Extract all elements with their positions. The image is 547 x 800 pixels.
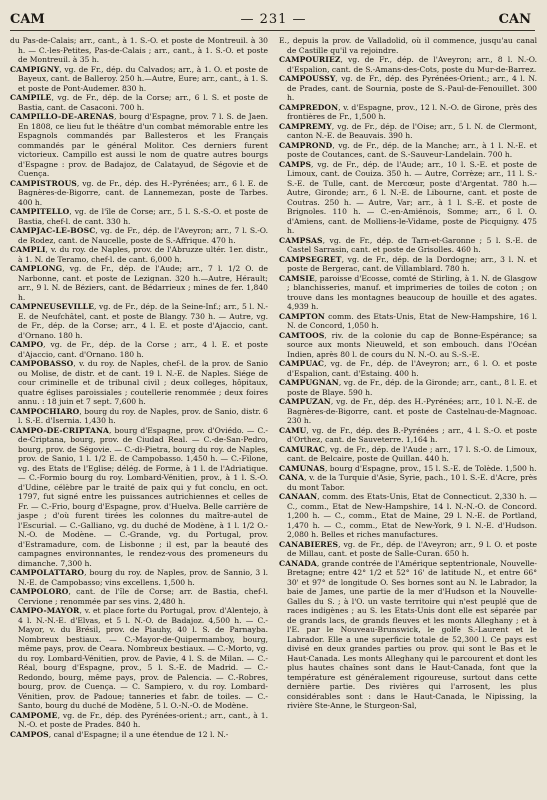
- entry-text: , vg. de Fr., dép. des H.-Pyrénées; arr., 6 l. E. de Bagnères-de-Bigorre, cant. de Lannemezan, poste de Tarbes. 400 h.: [18, 178, 268, 207]
- entry-headword: CAMPUZAN: [279, 397, 331, 406]
- dictionary-entry: [10, 36, 268, 65]
- entry-headword: CAMPOURIEZ: [279, 55, 341, 64]
- entry-headword: CAMPISTROUS: [10, 178, 77, 188]
- entry-text: , cant. de l'île de Corse; arr. de Bastia, chef-l. Cervione ; renommée par ses vins. 2,480 h.: [18, 587, 268, 606]
- entry-text: , vg. de Fr., dép. de l'Aveyron; arr., 9 l. O. et poste de Millau, cant. et poste de Salle-Curan. 650 h.: [287, 539, 537, 558]
- entry-text: , paroisse d'Ecosse, comté de Stirling, à 1. N. de Glasgow ; blanchisseries, manuf. et imprimeries de toiles de coton ; on trouve dans les montagnes beaucoup de houille et des agates. 4,939 h.: [287, 273, 537, 311]
- entry-text: , v. et place forte du Portugal, prov. d'Alentejo, à 4 l. N.-N.-E. d'Elvas, et 5 l. N.-O. de Badajoz. 4,500 h. — C.-Mayor, v. du Brésil, prov. de Piauhy, 40 l. S. de Parnayba. Nombreux bestiaux. — C.-Mayor-de-Quipermamboy, bourg, même pays, prov. de Ceara. Nombreux bestiaux. — C.-Morto, vg. du roy. Lombard-Vénitien, prov. de Pavie, 4 l. S. de Milan. — C.-Réal, bourg d'Espagne, prov., 5 l. S.-E. de Madrid. — C.-Redondo, bourg, même pays, prov. de Palencia. — C.-Robres, bourg, prov. de Cuença. — C. Sampiero, v. du roy. Lombard-Vénitien, prov. de Padoue; tanneries et fabr. de toiles. — C.-Santo, bourg du duché de Modène, 5 l. O.-N.-O. de Modène.: [18, 606, 268, 710]
- dictionary-entry: [10, 587, 268, 606]
- entry-text: , v. d'Espagne, prov., 12 l. N.-O. de Girone, près des frontières de Fr., 1,500 h.: [287, 102, 537, 121]
- entry-headword: CAMPSEGRET: [279, 254, 342, 264]
- entry-headword: CAMPJAC-LE-BOSC: [10, 226, 96, 235]
- dictionary-entry: [10, 302, 268, 340]
- dictionary-entry: [10, 407, 268, 426]
- entry-headword: CANABIERES: [279, 539, 339, 549]
- dictionary-entry: [279, 160, 537, 236]
- dictionary-entry: [10, 179, 268, 208]
- entry-text: , vg. de Fr., dép. de l'Oise; arr., 5 l. N. de Clermont, canton N.-E. de Beauvais. 390 h.: [287, 121, 537, 140]
- entry-headword: CAMTOOS: [279, 330, 325, 340]
- dictionary-entry: [279, 236, 537, 255]
- entry-headword: CAMPO: [10, 340, 44, 349]
- entry-text: , vg. de Fr., dép. des Pyrénées-Orient.; arr., 4 l. N. de Prades, cant. de Sournia, poste de S.-Paul-de-Fenouillet. 300 h.: [287, 74, 537, 102]
- dictionary-entry: [10, 568, 268, 587]
- dictionary-entry: [279, 445, 537, 464]
- entry-headword: CAMPROND: [279, 140, 333, 150]
- entry-headword: CAMPS: [279, 159, 312, 169]
- dictionary-entry: [279, 36, 537, 55]
- entry-headword: CAMU: [279, 425, 307, 435]
- dictionary-entry: [10, 340, 268, 359]
- dictionary-entry: [279, 274, 537, 312]
- dictionary-entry: [279, 426, 537, 445]
- entry-text: , vg. de Fr., dép. de la Gironde; arr., cant., 8 l. E. et poste de Blaye. 590 h.: [287, 378, 537, 397]
- entry-headword: CAMPREMY: [279, 121, 332, 131]
- entry-text: , vg. de Fr., dép. des H.-Pyrénées; arr., 10 l. N.-E. de Bagnères-de-Bigorre, cant. et poste de Castelnau-de-Magnoac. 230 h.: [287, 397, 537, 425]
- dictionary-entry: [279, 55, 537, 74]
- entry-headword: CAMPSAS: [279, 235, 323, 245]
- dictionary-entry: [279, 378, 537, 397]
- entry-text: , vg. de l'île de Corse; arr., 5 l. S.-S.-O. et poste de Bastia, chef-l. de cant. 330 h.: [18, 207, 268, 226]
- dictionary-entry: [10, 264, 268, 302]
- entry-text: , comm. des Etats-Unis, Etat de Connecticut. 2,330 h. — C., comm., Etat de New-Hampshire, 14 l. N.-N.-O. de Concord. 1,200 h. — C., comm., Etat de Maine, 29 l. N.-E. de Portland, 1,470 h. — C., comm., Etat de New-York, 9 l. N.-E. d'Hudson. 2,080 h. Belles et riches manufactures.: [287, 492, 537, 539]
- entry-text: , vg. de Fr., dép. de la Manche; arr., à 1 l. N.-E. et poste de Coutances, cant. de S.-Sauveur-Landelain. 700 h.: [287, 140, 537, 159]
- entry-headword: CANAAN: [279, 492, 318, 501]
- entry-headword: CAMPILE: [10, 93, 52, 102]
- dictionary-entry: [279, 559, 537, 711]
- entry-headword: CAMPOLATTARO: [10, 568, 85, 577]
- entry-headword: CAMPOUSSY: [279, 74, 336, 83]
- entry-text: , vg. de Fr., dép. de l'Aveyron; arr., 7 l. S.-O. de Rodez, cant. de Naucelle, poste de S.-Affrique. 470 h.: [18, 226, 268, 245]
- entry-text: , vg. de Fr., dép. de l'Aveyron; arr., 6 l. O. et poste d'Espalion, cant. d'Estaing. 400 h.: [287, 359, 537, 378]
- entry-headword: CAMPUGNAN: [279, 378, 339, 387]
- dictionary-entry: [279, 255, 537, 274]
- page-number: — 231 —: [240, 12, 307, 27]
- dictionary-entry: [10, 359, 268, 407]
- entry-text: , vg. de Fr., dép. des Pyrénées-orient.; arr., cant., à 1. N.-O. et poste de Prades. 840 h.: [18, 710, 268, 729]
- entry-text: , canal d'Espagne; il a une étendue de 12 l. N.-: [48, 729, 229, 739]
- right-column: [279, 36, 537, 796]
- entry-text: , vg. de Fr., dép. de la Corse; arr., 6 l. S. et poste de Bastia, cant. de Casaconi. 700 h.: [18, 93, 268, 112]
- entry-text: , v. du roy. de Naples, prov. de l'Abruzze ultér. 1er. distr., à 1. N. de Teramo, chef-l. de cant. 6,000 h.: [18, 245, 268, 264]
- entry-headword: CAMPTON: [279, 311, 325, 321]
- entry-headword: CAMPLONG: [10, 264, 63, 273]
- entry-text: , vg. de Fr., dép. de l'Aveyron; arr., 8 l. N.-O. d'Espalion, cant. de S.-Amans-des-Cots, poste du Mur-de-Barrez.: [287, 55, 537, 74]
- entry-headword: CAMPLI: [10, 245, 46, 254]
- entry-headword: CAMUNAS: [279, 463, 325, 473]
- entry-headword: CAMPOCHIARO: [10, 406, 80, 416]
- entry-text: , riv. de la colonie du cap de Bonne-Espérance; sa source aux monts Nieuweld, et son embouch. dans l'Océan Indien, après 80 l. de cours du N. N.-O. au S.-S.-E.: [287, 330, 537, 359]
- entry-text: , vg. de Fr., dép. de la Seine-Inf.; arr., 5 l. N.-E. de Neufchâtel, cant. et poste de Blangy. 730 h. — Autre, vg. de Fr., dép. de la Corse; arr., 4 l. E. et poste d'Ajaccio, cant. d'Ornano. 180 h.: [18, 302, 268, 340]
- dictionary-entry: [10, 65, 268, 94]
- entry-text: , vg. de Fr., dép. de Tarn-et-Garonne ; 5 l. S.-E. de Castel Sarrasin, cant. et poste de Grisolles. 460 h.: [287, 235, 537, 254]
- dictionary-entry: [279, 122, 537, 141]
- entry-text: , v. de la Turquie d'Asie, Syrie, pach., 10 l. S.-E. d'Acre, près du mont Tabor.: [287, 473, 537, 492]
- entry-text: , bourg du roy. de Naples, prov. de Sanio, distr. 6 l. S.-E. d'Isernia. 1,430 h.: [18, 406, 268, 425]
- entry-text: , vg. de Fr., dép. des B.-Pyrénées ; arr., 4 l. S.-O. et poste d'Orthez, cant. de Sauveterre. 1,164 h.: [287, 425, 537, 444]
- dictionary-entry: [279, 331, 537, 360]
- entry-headword: CAMSIE: [279, 273, 315, 283]
- entry-text: , vg. de Fr., dép. du Calvados; arr., à 1. O. et poste de Bayeux, cant. de Balleroy. 250 h.—Autre, Eure; arr., cant., à 1. S. et poste de Pont-Audemer. 830 h.: [18, 64, 268, 93]
- entry-headword: CAMURAC: [279, 444, 325, 454]
- dictionary-entry: [10, 226, 268, 245]
- entry-headword: CANADA: [279, 558, 317, 568]
- entry-headword: CAMPUAC: [279, 359, 325, 368]
- entry-headword: CAMPOME: [10, 710, 58, 720]
- entry-text: , vg. de Fr., dép. de la Dordogne; arr., 3 l. N. et poste de Bergerac, cant. de Villamblard. 780 h.: [287, 254, 537, 273]
- header-left-guideword: CAM: [10, 12, 45, 27]
- dictionary-entry: [10, 730, 268, 740]
- dictionary-entry: [279, 464, 537, 474]
- dictionary-entry: [279, 141, 537, 160]
- dictionary-entry: [279, 492, 537, 540]
- entry-headword: CAMPOBASSO: [10, 359, 74, 368]
- entry-headword: CAMPNEUSEVILLE: [10, 302, 94, 311]
- dictionary-entry: [10, 426, 268, 569]
- entry-headword: CAMPO-DE-CRIPTANA: [10, 425, 110, 435]
- entry-text: , bourg d'Espagne, prov. 7 l. S. de Jaen. En 1808, ce lieu fut le théâtre d'un combat mémorable entre les Espagnols commandés par Ballesteros et les Français commandés par le général Molitor. Ces derniers furent victorieux. Campillo est aussi le nom de quatre autres bourgs d'Espagne : prov. de Badajoz, de Calatayud, de Ségovie et de Cuença.: [18, 112, 268, 178]
- entry-text: , vg. de Fr., dép. de l'Aude; arr., 10 l. S.-E. et poste de Limoux, cant. de Couiza. 350 h. — Autre, Corrèze; arr., 11 l. S.-S.-E. de Tulle, cant. de Mercœur, poste d'Argentat. 780 h.— Autre, Gironde; arr., 6 l. N.-E. de Libourne, cant. et poste de Coutras. 250 h. — Autre, Var; arr., à 1 l. S.-E. et poste de Brignoles. 110 h. — C.-en-Amiénois, Somme; arr., 6 l. O. d'Amiens, cant. de Molliens-le-Vidame, poste de Picquigny. 475 h.: [287, 159, 537, 235]
- entry-text: E., depuis la prov. de Valladolid, où il commence, jusqu'au canal de Castille qu'il va rejoindre.: [279, 36, 537, 55]
- dictionary-entry: [279, 473, 537, 492]
- dictionary-entry: [10, 711, 268, 730]
- entry-headword: CAMPREDON: [279, 102, 339, 112]
- entry-headword: CANA: [279, 473, 305, 482]
- header-rule: [10, 30, 535, 31]
- header-right-guideword: CAN: [498, 12, 531, 27]
- dictionary-entry: [10, 207, 268, 226]
- dictionary-entry: [10, 245, 268, 264]
- entry-text: comm. des Etats-Unis, Etat de New-Hampshire, 16 l. N. de Concord, 1,050 h.: [287, 311, 537, 330]
- dictionary-entry: [10, 93, 268, 112]
- dictionary-entry: [10, 112, 268, 179]
- entry-text: , v. du roy. de Naples, chef-l. de la prov. de Sanio ou Molise, de distr. et de cant. 19 l. N.-E. de Naples. Siége de cour criminelle et de tribunal civil ; deux colleges, hôpitaux, quatre églises paroissiales ; coutellerie renommée ; deux foires annu. : 18 juin et 7 sept. 7,600 h.: [18, 359, 268, 406]
- entry-text: , bourg d'Espagne, prov., 15 l. S.-E. de Tolède. 1,500 h.: [324, 463, 537, 473]
- dictionary-entry: [279, 540, 537, 559]
- entry-headword: CAMPIGNY: [10, 64, 60, 74]
- dictionary-entry: [279, 312, 537, 331]
- entry-text: , bourg du roy. de Naples, prov. de Sannio, 3 l. N.-E. de Campobasso; vins excellens. 1,500 h.: [18, 568, 268, 587]
- entry-headword: CAMPILLO-DE-ARENAS: [10, 112, 115, 121]
- entry-headword: CAMPOS: [10, 729, 49, 739]
- dictionary-entry: [279, 103, 537, 122]
- dictionary-entry: [279, 359, 537, 378]
- entry-text: , grande contrée de l'Amérique septentrionale, Nouvelle-Bretagne; entre 42° 1/2 et 52° 16' de latitude N., et entre 66° 30' et 97° de longitude O. Ses bornes sont au N. le Labrador, la baie de James, une partie de la mer d'Hudson et la Nouvelle-Galles du S. ; à l'O. un vaste territoire qui n'est peuplé que de races indigènes ; au S. les Etats-Unis dont elle est séparée par de grands lacs, de grands fleuves et les monts Alleghany ; et à l'E. par le Nouveau-Brunswick, le golfe S.-Laurent et le Labrador. Elle a une superficie totale de 52,300 l. Ce pays est divisé en deux grandes parties ou prov. qui sont le Bas et le Haut-Canada. Les monts Alleghany qui le parcourent et dont les plus hautes chaînes sont dans le Haut-Canada, font que la température est généralement rigoureuse, surtout dans cette dernière partie. Des rivières qui l'arrosent, les plus considérables sont : dans le Haut-Canada, le Nipissing, la rivière Ste-Anne, le Sturgeon-Sal,: [287, 558, 537, 710]
- running-header: [0, 12, 547, 28]
- entry-headword: CAMPO-MAYOR: [10, 606, 80, 615]
- entry-headword: CAMPOLORO: [10, 587, 69, 596]
- entry-headword: CAMPITELLO: [10, 207, 70, 216]
- entry-text: , vg. de Fr., dép. de l'Aude; arr., 7 l. 1/2 O. de Narbonne, cant. et poste de Lezignan. 320 h.—Autre, Hérault; arr., 9 l. N. de Béziers, cant. de Bédarrieux ; mines de fer. 1,840 h.: [18, 264, 268, 302]
- left-column: [10, 36, 268, 796]
- entry-text: , vg. de Fr., dép. de l'Aude ; arr., 17 l. S.-O. de Limoux, cant. de Belcaire, poste de Quillan. 440 h.: [287, 444, 537, 463]
- entry-text: , vg. de Fr., dép. de la Corse ; arr., 4 l. E. et poste d'Ajaccio, cant. d'Ornano. 180 h.: [18, 340, 268, 359]
- entry-text: , bourg d'Espagne, prov. d'Oviédo. — C.-de-Criptana, bourg, prov. de Ciudad Real. — C.-de-San-Pedro, bourg, prov. de Ségovie. — C.-di-Pietra, bourg du roy. de Naples, prov. de Sanio, 1 l. 1/2 E. de Campobasso. 1,450 h. — C.-Filone, vg. des Etats de l'Eglise; délég. de Forme, à 1 l. de l'Adriatique. — C.-Formio bourg du roy. Lombard-Vénitien, prov., à 1 l. S.-O. d'Udine, célèbre par le traité de paix qui y fut conclu, en oct. 1797, fut signé entre les puissances autrichiennes et celles de Fr. — C.-Frio, bourg d'Espagne, prov. d'Huelva. Belle carrière de jaspe ; d'où furent tirées les colonnes du maître-autel de l'Escurial. — C.-Galliano, vg. du duché de Modène, à 1 l. 1/2 O.-N.-O. de Modène. — C.-Grande, vg. du Portugal, prov. d'Estramadure, com. de Lisbonne ; il est, par la beauté des campagnes environnantes, le rendez-vous des promeneurs du dimanche. 7,300 h.: [18, 425, 268, 568]
- dictionary-entry: [279, 74, 537, 103]
- dictionary-entry: [10, 606, 268, 711]
- entry-text: du Pas-de-Calais; arr., cant., à 1. S.-O. et poste de Montreuil. à 30 h. — C.-les-Petites, Pas-de-Calais ; arr., cant., à 1. S.-O. et poste de Montreuil. à 35 h.: [10, 36, 268, 64]
- dictionary-entry: [279, 397, 537, 426]
